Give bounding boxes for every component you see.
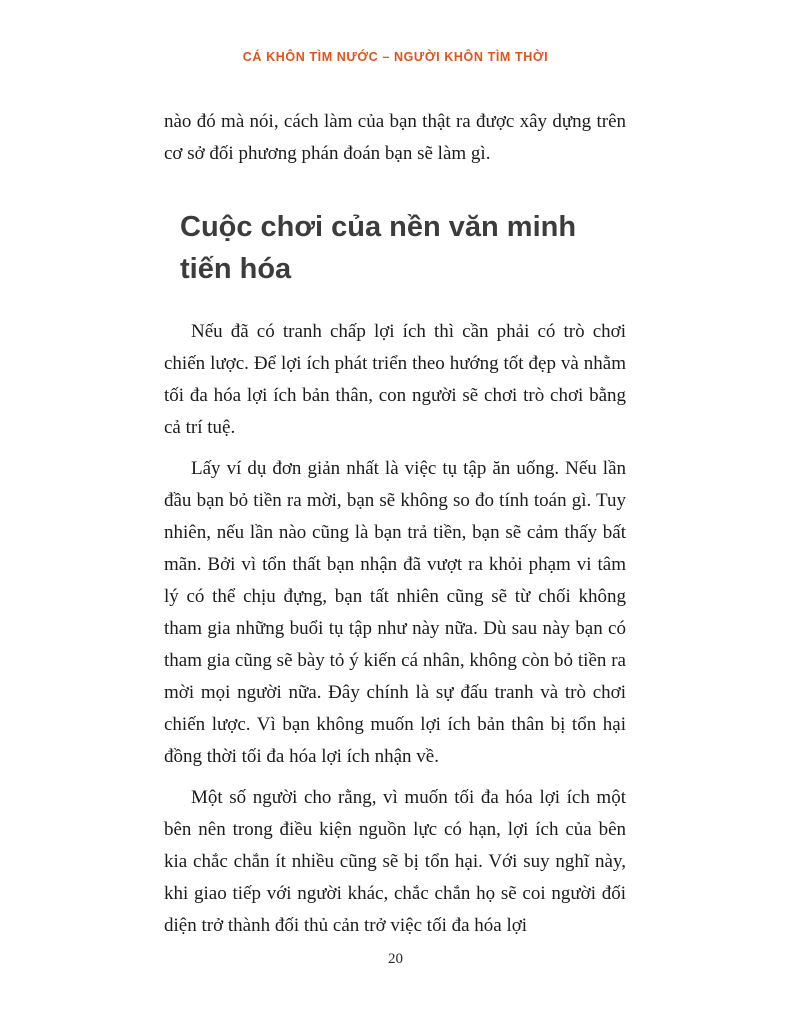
paragraph: Lấy ví dụ đơn giản nhất là việc tụ tập ăn uống. Nếu lần đầu bạn bỏ tiền ra mời, bạn sẽ không so đo tính toán gì. Tuy nhiên, nếu lần nào cũng là bạn trả tiền, bạn sẽ cảm thấy bất mãn. Bởi vì tổn thất bạn nhận đã vượt ra khỏi phạm vi tâm lý có thể chịu đựng, bạn tất nhiên cũng sẽ từ chối không tham gia những buổi tụ tập như này nữa. Dù sau này bạn có tham gia cũng sẽ bày tỏ ý kiến cá nhân, không còn bỏ tiền ra mời mọi người nữa. Đây chính là sự đấu tranh và trò chơi chiến lược. Vì bạn không muốn lợi ích bản thân bị tổn hại đồng thời tối đa hóa lợi ích nhận về. [164, 458, 626, 767]
paragraph: Nếu đã có tranh chấp lợi ích thì cần phải có trò chơi chiến lược. Để lợi ích phát triển theo hướng tốt đẹp và nhằm tối đa hóa lợi ích bản thân, con người sẽ chơi trò chơi bằng cả trí tuệ. [164, 321, 626, 438]
paragraph-continuation: nào đó mà nói, cách làm của bạn thật ra được xây dựng trên cơ sở đối phương phán đoán bạn sẽ làm gì. [164, 111, 626, 164]
page-content [164, 106, 626, 951]
page-number: 20 [388, 951, 403, 967]
running-head: CÁ KHÔN TÌM NƯỚC – NGƯỜI KHÔN TÌM THỜI [242, 50, 549, 64]
section-heading: Cuộc chơi của nền văn minh tiến hóa [180, 211, 577, 285]
paragraph: Một số người cho rằng, vì muốn tối đa hóa lợi ích một bên nên trong điều kiện nguồn lực có hạn, lợi ích của bên kia chắc chắn ít nhiều cũng sẽ bị tổn hại. Với suy nghĩ này, khi giao tiếp với người khác, chắc chắn họ sẽ coi người đối diện trở thành đối thủ cản trở việc tối đa hóa lợi [164, 787, 626, 936]
